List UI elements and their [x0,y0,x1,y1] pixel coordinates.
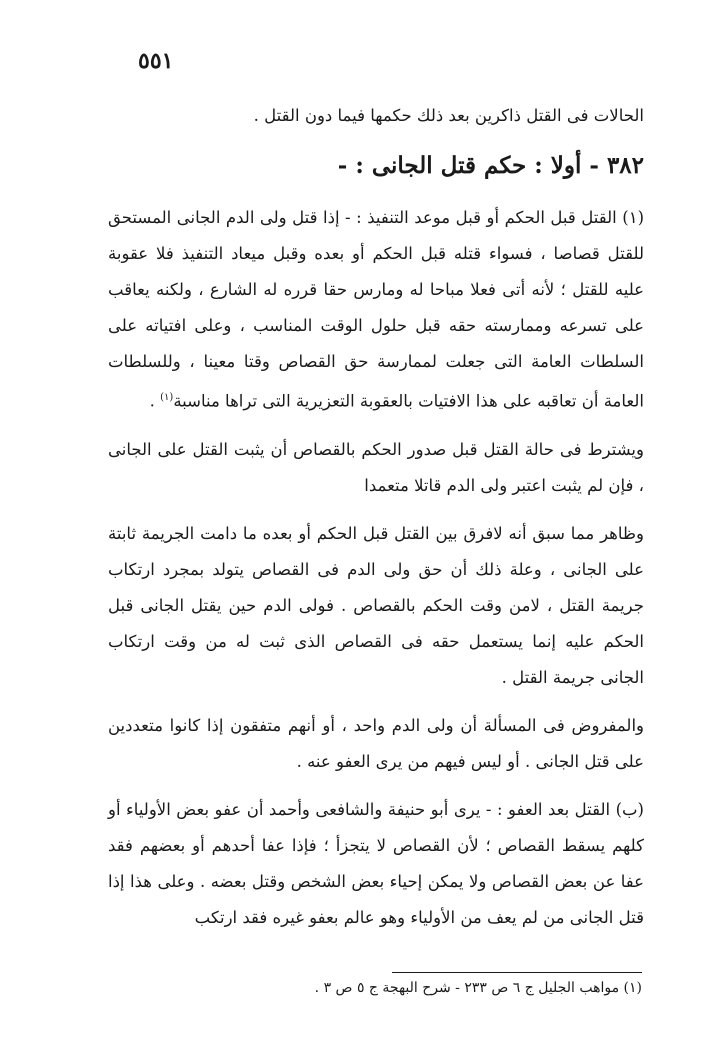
paragraph-intro: الحالات فى القتل ذاكرين بعد ذلك حكمها فيما دون القتل . [253,106,644,125]
paragraph-assumption: والمفروض فى المسألة أن ولى الدم واحد ، أو أنهم متفقون إذا كانوا متعددين على قتل الجانى . أو ليس فيهم من يرى العفو عنه . [108,715,644,771]
footnote: (١) مواهب الجليل ج ٦ ص ٢٣٣ - شرح البهجة ج ٥ ص ٣ . [314,980,642,996]
paragraph-b: (ب) القتل بعد العفو : - يرى أبو حنيفة والشافعى وأحمد أن عفو بعض الأولياء أو كلهم يسقط القصاص ؛ لأن القصاص لا يتجزأ ؛ فإذا عفا أحدهم أو بعضهم فقد عفا عن بعض القصاص ولا يمكن إحياء بعض الشخص وقتل بعضه . وعلى هذا إذا قتل الجانى من لم يعف من الأولياء وهو عالم بعفو غيره فقد ارتكب [108,799,644,927]
paragraph-observation: وظاهر مما سبق أنه لافرق بين القتل قبل الحكم أو بعده ما دامت الجريمة ثابتة على الجانى ، وعلة ذلك أن حق ولى الدم فى القصاص يتولد بمجرد ارتكاب جريمة القتل ، لامن وقت الحكم بالقصاص . فولى الدم حين يقتل الجانى قبل الحكم عليه إنما يستعمل حقه فى القصاص الذى ثبت له من وقت ارتكاب الجانى جريمة القتل . [108,523,644,687]
body-text [108,98,644,948]
footnote-divider [392,972,642,973]
paragraph-condition: ويشترط فى حالة القتل قبل صدور الحكم بالقصاص أن يثبت القتل على الجانى ، فإن لم يثبت اعتبر ولى الدم قاتلا متعمدا [108,439,644,495]
section-heading: ٣٨٢ - أولا : حكم قتل الجانى : - [337,152,644,179]
paragraph-a-tail: . [149,391,161,411]
paragraph-a-text: (١) القتل قبل الحكم أو قبل موعد التنفيذ : - إذا قتل ولى الدم الجانى المستحق للقتل قصاصا ، فسواء قتله قبل الحكم أو بعده وقبل ميعاد التنفيذ فلا عقوبة عليه للقتل ؛ لأنه أتى فعلا مباحا له ومارس حقا قرره له الشارع ، ولكنه يعاقب على تسرعه وممارسته حقه قبل حلول الوقت المناسب ، وعلى افتياته على السلطات العامة التى جعلت لممارسة حق القصاص وقتا معينا ، وللسلطات العامة أن تعاقبه على هذا الافتيات بالعقوبة التعزيرية التى تراها مناسبة [108,208,644,411]
paragraph-a [108,200,644,420]
page-number: ٥٥١ [138,48,174,74]
footnote-marker: (١) [160,392,174,403]
